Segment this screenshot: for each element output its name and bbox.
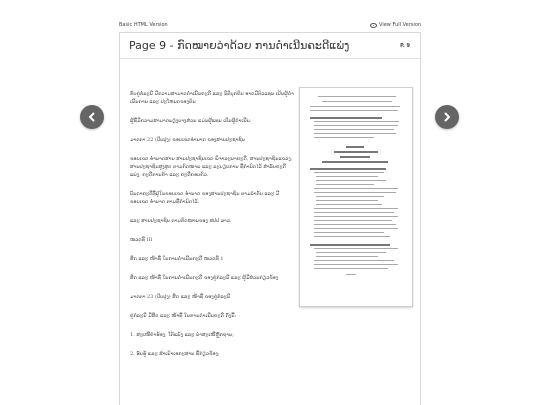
thumbnail-text-line [314, 260, 394, 261]
thumbnail-text-line [314, 216, 398, 217]
thumbnail-text-line [314, 192, 396, 193]
page-card [119, 32, 421, 405]
thumbnail-text-line [340, 156, 370, 158]
thumbnail-text-line [322, 161, 388, 163]
thumbnail-text-line [346, 274, 356, 275]
thumbnail-text-line [316, 196, 384, 197]
thumbnail-text-line [314, 224, 396, 225]
thumbnail-text-line [316, 176, 378, 177]
previous-page-button[interactable] [80, 105, 104, 129]
thumbnail-text-line [314, 125, 398, 126]
thumbnail-text-line [314, 129, 394, 130]
thumbnail-text-line [310, 110, 398, 111]
text-paragraph: ໝວດທີ III [130, 237, 153, 243]
page-number: P. 9 [400, 42, 410, 49]
thumbnail-text-line [310, 106, 400, 107]
page-title: Page 9 - ກົດໝາຍວ່າດ້ວຍ ການດໍາເນີນຄະດີແພ່ງ [129, 39, 350, 52]
thumbnail-text-line [314, 133, 396, 134]
page-header [120, 33, 420, 59]
thumbnail-text-line [314, 264, 398, 265]
thumbnail-text-line [314, 248, 398, 249]
text-paragraph: ແລະ ສານປະຊາຊົນ ຕາມກົດໝາຍຂອງ ສປປ ລາວ. [130, 218, 232, 224]
text-paragraph: ສິດ ແລະ ໜ້າທີ່ ໃນການດໍາເນີນຄະດີ ໝວດທີ 1 [130, 256, 224, 262]
eye-icon [370, 23, 377, 28]
text-paragraph: ຄູ່ກໍລະນີ ມີສິດ ແລະ ໜ້າທີ່ ໃນການດໍາເນີນຄະດີ ດັ່ງນີ້: [130, 313, 237, 319]
thumbnail-text-line [314, 268, 388, 269]
thumbnail-text-line [316, 256, 378, 257]
text-paragraph: ກັບຄູ່ກໍລະນີ ມີຄວາມສາມາດດໍາເນີນຄະດີ ແລະ ນິຕິບຸກຄົນ ອາດມີຕົວແທນ ເປັນຜູ້ດໍາເນີນການ ແລະ ປະໂຫຍດຂອງຕົນ [130, 91, 294, 105]
thumbnail-text-line [316, 180, 386, 181]
thumbnail-text-line [310, 244, 390, 246]
text-paragraph: ຂອບເຂດ ອໍານາດສານ ສານປະຊາຊົນເຂດ ພິຈາລະນາຄະດີ, ສານປະຊາຊົນແຂວງ, ສານປະຊາຊົນສູງສຸດ ຕາມກົດໝາຍ ແລະ ລະບຽບການ ທີ່ກໍານົດໄວ້ ສໍາລັບຄະດີແພ່ງ, ຄະດີການຄ້າ ແລະ ຄະດີຄອບຄົວ. [130, 156, 293, 178]
thumbnail-text-line [316, 184, 374, 185]
next-page-button[interactable] [435, 105, 459, 129]
thumbnail-text-line [314, 172, 384, 173]
text-paragraph: ມາດຕາ 23 (ປັບປຸງ) ສິດ ແລະ ໜ້າທີ່ ຂອງຄູ່ກໍລະນີ [130, 294, 231, 300]
thumbnail-text-line [314, 220, 392, 221]
thumbnail-text-line [322, 101, 392, 102]
view-full-version-link[interactable] [370, 22, 421, 28]
thumbnail-text-line [314, 232, 384, 233]
thumbnail-text-line [314, 137, 374, 138]
thumbnail-text-line [316, 200, 378, 201]
thumbnail-text-line [310, 117, 382, 119]
chevron-right-icon [441, 111, 453, 123]
basic-html-version-label: Basic HTML Version [119, 22, 168, 28]
thumbnail-text-line [314, 188, 398, 189]
text-paragraph: 2. ຮັບຮູ້ ແລະ ສໍາເນົາເອກະສານ ທີ່ກ່ຽວຂ້ອງ; [130, 351, 220, 357]
thumbnail-text-line [316, 252, 386, 253]
thumbnail-text-line [334, 151, 378, 153]
text-paragraph: ບັນດາຄະດີທີ່ຢູ່ໃນຂອບເຂດ ອໍານາດ ຂອງສານປະຊາຊົນ ຕາມລໍາດັບ ແລະ ມີຂອບເຂດ ອໍານາດ ຕາມທີ່ກໍານົດໄວ້. [130, 191, 280, 205]
text-paragraph: 1. ສະເໜີຄໍາຮ້ອງ, ໂຕ້ແຍ້ງ ແລະ ນໍາສະເໜີຫຼັກຖານ; [130, 332, 234, 338]
thumbnail-text-line [310, 168, 386, 170]
thumbnail-text-line [316, 204, 382, 205]
text-paragraph: ຜູ້ທີ່ມີຄວາມສາມາດພຽງບາງສ່ວນ ແມ່ນຜູ້ແທນ ເປັນຜູ້ດໍາເນີນ. [130, 118, 252, 124]
chevron-left-icon [86, 111, 98, 123]
page-thumbnail[interactable] [299, 87, 413, 307]
top-bar [119, 20, 421, 30]
thumbnail-text-line [314, 236, 390, 237]
thumbnail-text-line [314, 121, 399, 122]
thumbnail-text-line [314, 228, 398, 229]
text-paragraph: ສິດ ແລະ ໜ້າທີ່ ໃນການດໍາເນີນຄະດີ ຂອງຄູ່ກໍລະນີ ແລະ ຜູ້ມີສ່ວນກ່ຽວຂ້ອງ [130, 275, 279, 281]
view-full-version-label: View Full Version [379, 22, 421, 28]
thumbnail-text-line [318, 96, 396, 97]
thumbnail-text-line [314, 208, 398, 209]
thumbnail-text-line [314, 212, 394, 213]
thumbnail-text-line [346, 146, 364, 148]
page-text [130, 90, 295, 369]
text-paragraph: ມາດຕາ 22 (ປັບປຸງ) ຂອບເຂດອໍານາດ ຂອງສານປະຊາຊົນ [130, 137, 246, 143]
